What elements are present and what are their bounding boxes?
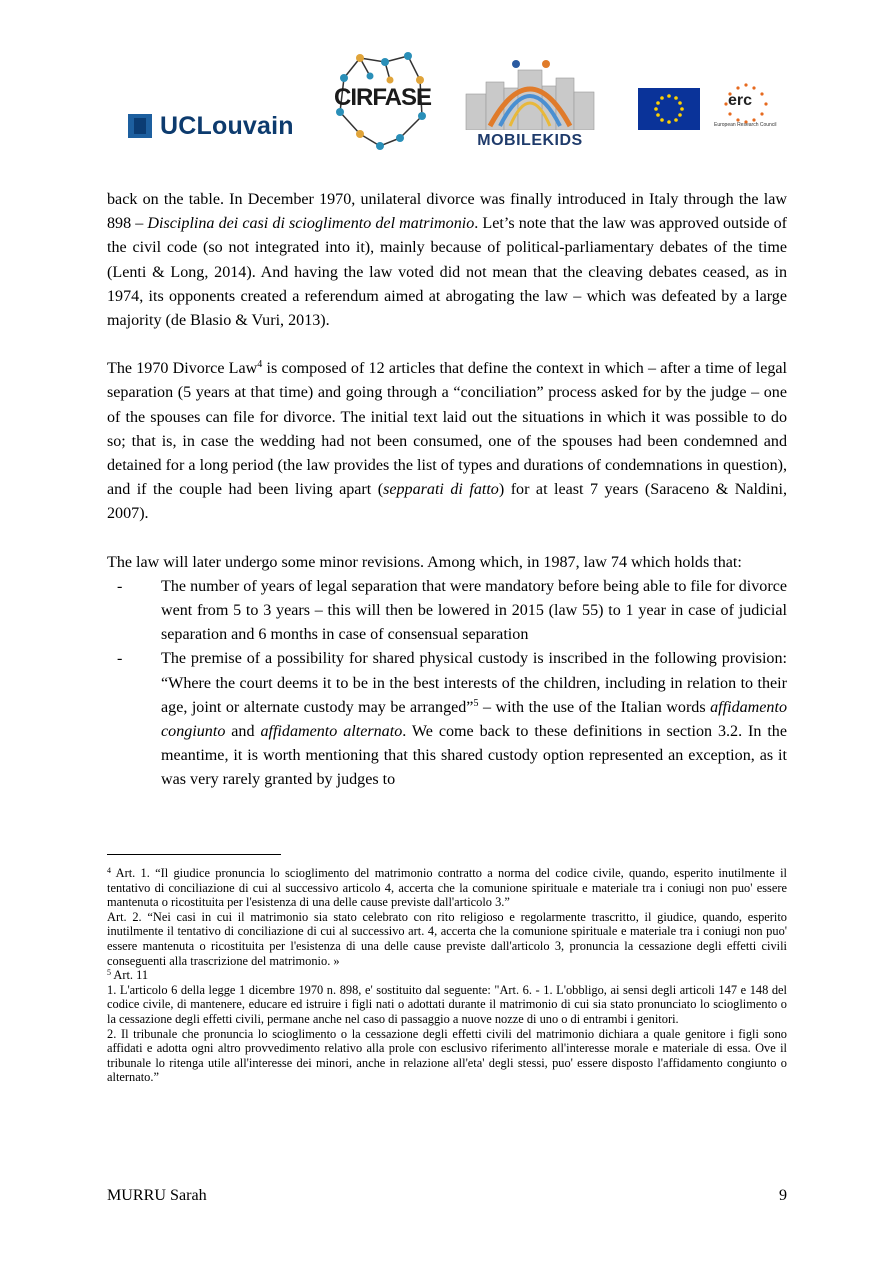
footnote-4-art2: Art. 2. “Nei casi in cui il matrimonio sia stato celebrato con rito religioso e regolarmente trascritto, il giudice, quando, esperito inutilmente il tentativo di conciliazione di cui al successivo art. 4, accerta che la comunione spirituale e materiale tra i coniugi non puo' essere mantenuta o ricostituita per l'esistenza di una delle cause previste dall'articolo 3, pronuncia la cessazione degli effetti civili conseguenti alla trascrizione del matrimonio. » [107,909,787,968]
revision-list [107,575,787,793]
footnote-ref-4[interactable]: 4 [257,359,263,371]
list-item: - The number of years of legal separation that were mandatory before being able to file for divorce went from 5 to 3 years – this will then be lowered in 2015 (law 55) to 1 year in case of judicial separation and 6 months in case of consensual separation [117,577,787,644]
footnote-ref-5[interactable]: 5 [473,697,479,709]
cirfase-logo: CIRFASE [330,50,430,150]
list-item: - The premise of a possibility for shared physical custody is inscribed in the following provision: “Where the court deems it to be in the best interests of the children, including in relation to their age, joint or alternate custody may be arranged”$^5$ – with the use of the Italian words affidamento congiunto and affidamento alternato. We come back to these definitions in section 3.2. In the meantime, it is worth mentioning that this shared custody option represented an exception, as it was very rarely granted by judges to [117,650,787,789]
uclouvain-mark-icon [128,114,152,138]
footer-author: MURRU Sarah [107,1187,207,1204]
header-logos [120,50,790,155]
eu-flag-icon [638,88,700,130]
footnotes [107,866,787,1085]
footnote-5-item2: 2. Il tribunale che pronuncia lo scioglimento o la cessazione degli effetti civili del matrimonio dichiara a quale genitore i figli sono affidati e adotta ogni altro provvedimento relativo alla prole con esclusivo riferimento all'interesse morale e materiale di essa. Ove il tribunale lo ritenga utile all'interesse dei minori, anche in relazione all'eta' degli stessi, puo' essere disposto l'affidamento congiunto o alternato.” [107,1026,787,1085]
footnote-separator [107,854,281,855]
uclouvain-logo: UCLouvain [128,110,294,142]
paragraph-2: The 1970 Divorce Law$^4$ is composed of 12 articles that define the context in which – after a time of legal separation (5 years at that time) and going through a “conciliation” process asked for by the judge – one of the spouses can file for divorce. The initial text laid out the situations in which it was possible to do so; that is, in case the wedding had not been consumed, one of the spouses had been condemned and detained for a long period (the law provides the list of types and durations of condemnations in question), and if the couple had been living apart (sepparati di fatto) for at least 7 years (Saraceno & Naldini, 2007). [107,359,788,523]
footnote-4: $^4$ Art. 1. “Il giudice pronuncia lo scioglimento del matrimonio contratto a norma del codice civile, quando, esperito inutilmente il tentativo di conciliazione di cui al successivo articolo 4, accerta che la comunione spirituale e materiale tra i coniugi non puo' essere mantenuta o ricostituita per l'esistenza di una delle cause previste dall'articolo 3.” [107,866,787,910]
footnote-5: $^5$ Art. 11 [107,968,149,983]
body-text [107,188,787,793]
mobilekids-logo: MOBILEKIDS [460,56,600,150]
paragraph-3: The law will later undergo some minor revisions. Among which, in 1987, law 74 which holds that: [107,553,742,571]
erc-logo: erc European Research Council [708,80,786,138]
paragraph-1: back on the table. In December 1970, unilateral divorce was finally introduced in Italy through the law 898 – Disciplina dei casi di scioglimento del matrimonio. Let’s note that the law was approved outside of the civil code (so not integrated into it), mainly because of political-parliamentary debates of the time (Lenti & Long, 2014). And having the law voted did not mean that the cleaving debates ceased, as in 1974, its opponents created a referendum aimed at abrogating the law – which was defeated by a large majority (de Blasio & Vuri, 2013). [107,191,788,330]
mobilekids-city-icon [460,56,600,130]
page-number: 9 [778,1187,787,1204]
footnote-5-item1: 1. L'articolo 6 della legge 1 dicembre 1970 n. 898, e' sostituito dal seguente: "Art. 6. - 1. L'obbligo, ai sensi degli articoli 147 e 148 del codice civile, di mantenere, educare ed istruire i figli nati o adottati durante il matrimonio di cui sia stato pronunciato lo scioglimento o la cessazione degli effetti civili, permane anche nel caso di passaggio a nuove nozze di uno o di entrambi i genitori. [107,982,787,1026]
